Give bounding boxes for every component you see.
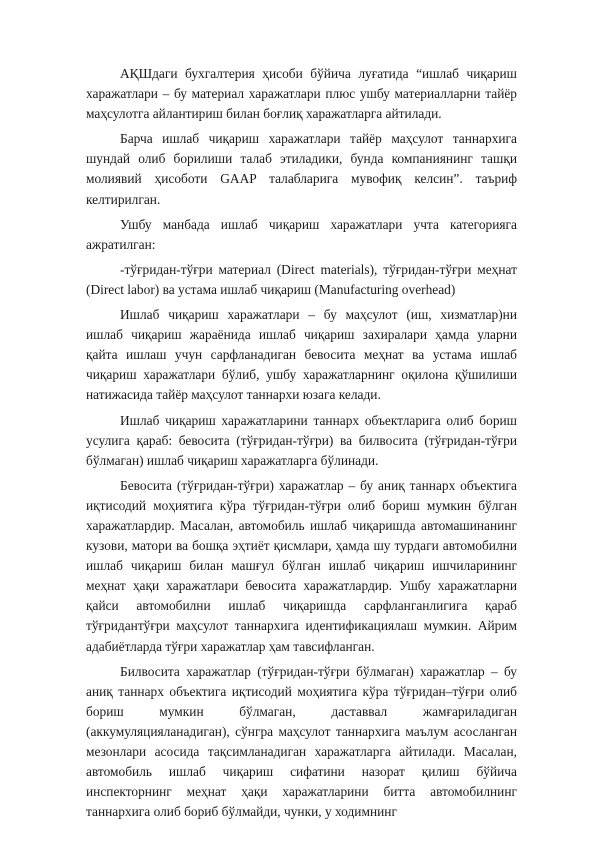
paragraph-2: Барча ишлаб чиқариш харажатлари тайёр маҳсулот таннархига шундай олиб борилиши талаб этиладики, бунда компаниянинг ташқи молиявий ҳисоботи GAAP талабларига мувофиқ келсин”. таъриф келтирилган. <box>86 131 517 207</box>
paragraph-4: -тўғридан-тўғри материал (Direct materials), тўғридан-тўғри меҳнат (Direct labor) ва устама ишлаб чиқариш (Manufacturing overhead) <box>86 261 517 297</box>
paragraph-3: Ушбу манбада ишлаб чиқариш харажатлари учта категорияга ажратилган: <box>86 216 517 252</box>
document-page <box>86 64 517 827</box>
paragraph-5: Ишлаб чиқариш харажатлари – бу маҳсулот (иш, хизматлар)ни ишлаб чиқариш жараёнида ишлаб чиқариш захиралари ҳамда уларни қайта ишлаш учун сарфланадиган бевосита меҳнат ва устама ишлаб чиқариш харажатлари бўлиб, ушбу харажатларнинг оқилона қўшилиши натижасида тайёр маҳсулот таннархи юзага келади. <box>86 307 517 403</box>
paragraph-8: Билвосита харажатлар (тўғридан-тўғри бўлмаган) харажатлар – бу аниқ таннарх объектига иқтисодий моҳиятига кўра тўғридан–тўғри олиб бориш мумкин бўлмаган, даставвал жамғариладиган (аккумуляцияланадиган), сўнгра маҳсулот таннархига маълум асосланган мезонлари асосида тақсимланадиган харажатларга айтилади. Масалан, автомобиль ишлаб чиқариш сифатини назорат қилиш бўйича инспекторнинг меҳнат ҳақи харажатларини битта автомобилнинг таннархига олиб бориб бўлмайди, чунки, у ходимнинг <box>86 663 517 820</box>
paragraph-1: АҚШдаги бухгалтерия ҳисоби бўйича луғатида “ишлаб чиқариш харажатлари – бу материал харажатлари плюс ушбу материалларни тайёр маҳсулотга айлантириш билан боғлиқ харажатларга айтилади. <box>86 66 517 122</box>
paragraph-6: Ишлаб чиқариш харажатларини таннарх объектларига олиб бориш усулига қараб: бевосита (тўғридан-тўғри) ва билвосита (тўғридан-тўғри бўлмаган) ишлаб чиқариш харажатларга бўлинади. <box>86 412 517 468</box>
paragraph-7: Бевосита (тўғридан-тўғри) харажатлар – бу аниқ таннарх объектига иқтисодий моҳиятига кўра тўғридан-тўғри олиб бориш мумкин бўлган харажатлардир. Масалан, автомобиль ишлаб чиқаришда автомашинанинг кузови, матори ва бошқа эҳтиёт қисмлари, ҳамда шу турдаги автомобилни ишлаб чиқариш билан машғул бўлган ишлаб чиқариш ишчиларининг меҳнат ҳақи харажатлари бевосита харажатлардир. Ушбу харажатларни қайси автомобилни ишлаб чиқаришда сарфланганлигига қараб тўғридантўғри маҳсулот таннархига идентификациялаш мумкин. Айрим адабиётларда тўғри харажатлар ҳам тавсифланган. <box>86 477 517 654</box>
